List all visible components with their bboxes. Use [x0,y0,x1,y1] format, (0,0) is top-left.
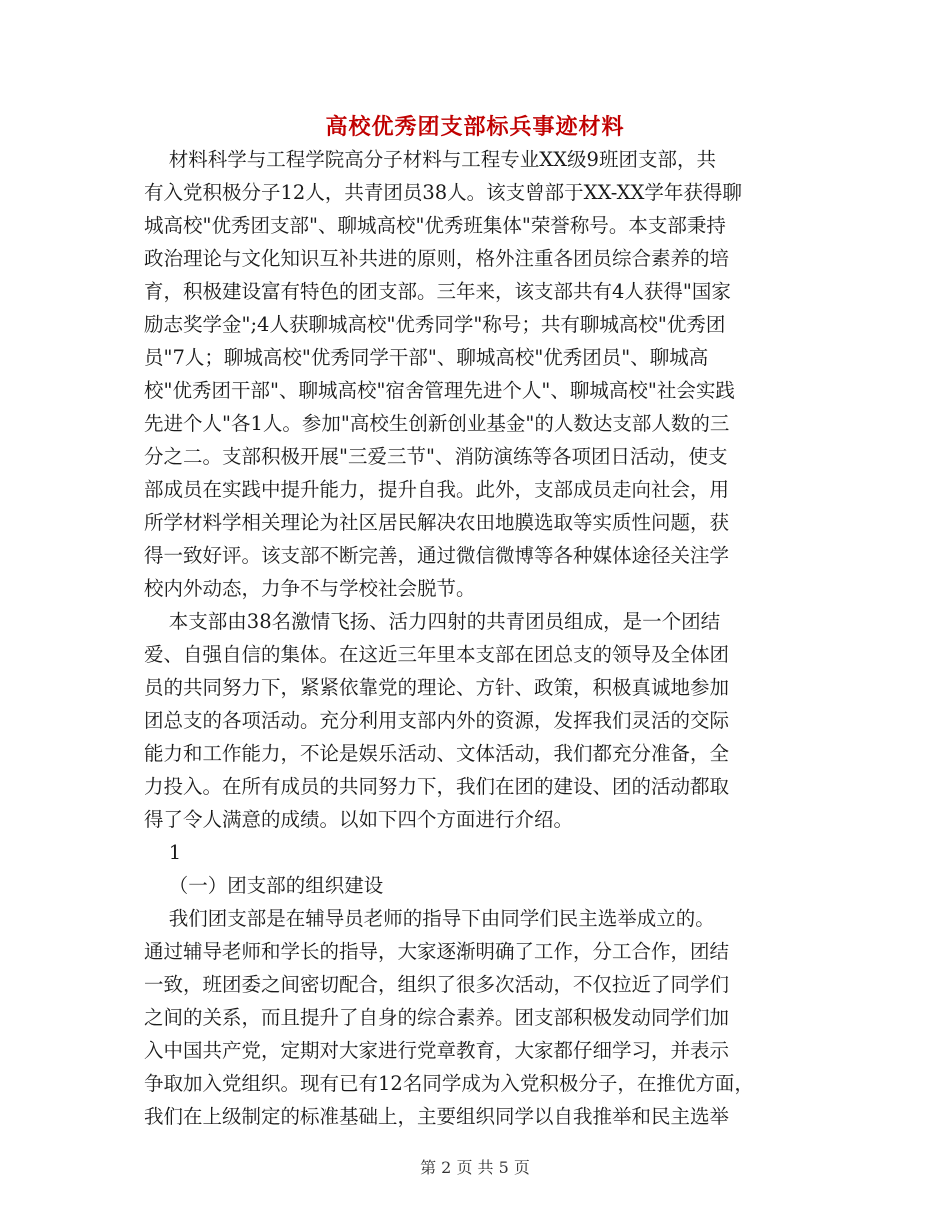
body-line: 城高校"优秀团支部"、聊城高校"优秀班集体"荣誉称号。本支部秉持 [144,214,726,237]
body-line: 一致，班团委之间密切配合，组织了很多次活动，不仅拉近了同学们 [144,973,730,996]
body-line: 部成员在实践中提升能力，提升自我。此外，支部成员走向社会，用 [144,478,730,501]
document-title: 高校优秀团支部标兵事迹材料 [325,114,625,140]
body-line: 入中国共产党，定期对大家进行党章教育，大家都仔细学习，并表示 [144,1039,730,1062]
body-line: 员的共同努力下，紧紧依靠党的理论、方针、政策，积极真诚地参加 [144,676,730,699]
body-line: 能力和工作能力，不论是娱乐活动、文体活动，我们都充分准备，全 [144,742,730,765]
body-line: 通过辅导老师和学长的指导，大家逐渐明确了工作，分工合作，团结 [144,940,730,963]
body-line: 之间的关系，而且提升了自身的综合素养。团支部积极发动同学们加 [144,1006,730,1029]
body-line: 争取加入党组织。现有已有12名同学成为入党积极分子，在推优方面， [144,1072,754,1095]
body-line: 励志奖学金";4人获聊城高校"优秀同学"称号；共有聊城高校"优秀团 [144,313,726,336]
body-line: 爱、自强自信的集体。在这近三年里本支部在团总支的领导及全体团 [144,643,730,666]
body-line: 分之二。支部积极开展"三爱三节"、消防演练等各项团日活动，使支 [144,445,728,468]
body-line: 校内外动态，力争不与学校社会脱节。 [144,577,476,600]
body-line: 员"7人；聊城高校"优秀同学干部"、聊城高校"优秀团员"、聊城高 [144,346,709,369]
body-line: 材料科学与工程学院高分子材料与工程专业XX级9班团支部，共 [144,148,716,171]
section-heading: （一）团支部的组织建设 [144,874,384,897]
body-line: 团总支的各项活动。充分利用支部内外的资源，发挥我们灵活的交际 [144,709,730,732]
page-footer: 第 2 页 共 5 页 [420,1158,530,1177]
body-line: 先进个人"各1人。参加"高校生创新创业基金"的人数达支部人数的三 [144,412,730,435]
body-line: 有入党积极分子12人，共青团员38人。该支曾部于XX-XX学年获得聊 [144,181,742,204]
body-line: 所学材料学相关理论为社区居民解决农田地膜选取等实质性问题，获 [144,511,730,534]
body-line: 校"优秀团干部"、聊城高校"宿舍管理先进个人"、聊城高校"社会实践 [144,379,735,402]
body-line: 力投入。在所有成员的共同努力下，我们在团的建设、团的活动都取 [144,775,730,798]
body-line: 政治理论与文化知识互补共进的原则，格外注重各团员综合素养的培 [144,247,730,270]
body-line: 我们在上级制定的标准基础上，主要组织同学以自我推举和民主选举 [144,1105,730,1128]
body-line: 得一致好评。该支部不断完善，通过微信微博等各种媒体途径关注学 [144,544,730,567]
body-line: 育，积极建设富有特色的团支部。三年来，该支部共有4人获得"国家 [144,280,731,303]
body-line: 我们团支部是在辅导员老师的指导下由同学们民主选举成立的。 [144,907,715,930]
body-line: 1 [144,841,182,864]
body-line: 本支部由38名激情飞扬、活力四射的共青团员组成，是一个团结 [144,610,721,633]
body-line: 得了令人满意的成绩。以如下四个方面进行介绍。 [144,808,574,831]
